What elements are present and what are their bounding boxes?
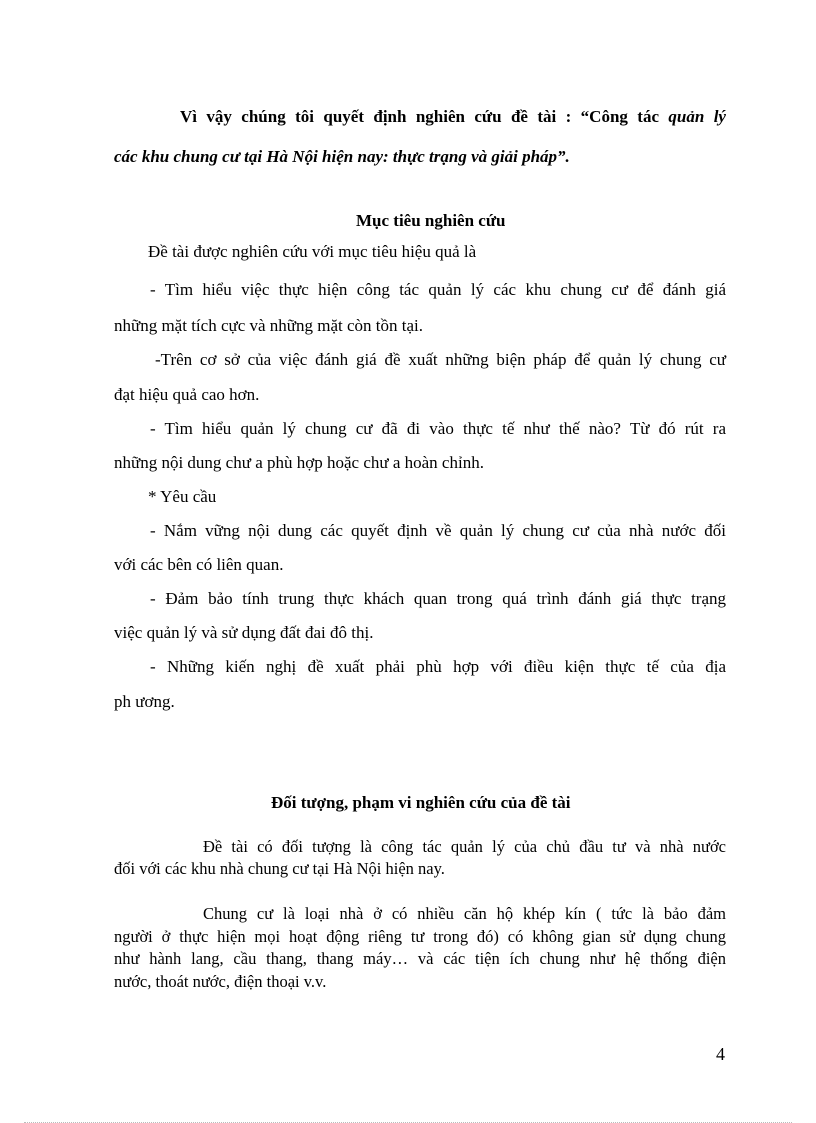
definition-paragraph-line: người ở thực hiện mọi hoạt động riêng tư trong đó) có không gian sử dụng chung (114, 927, 726, 946)
definition-paragraph-line: như hành lang, cầu thang, thang máy… và các tiện ích chung như hệ thống điện (114, 949, 726, 968)
intro-line-1 (180, 106, 726, 128)
requirements-label: * Yêu cầu (148, 487, 217, 506)
requirement-line: với các bên có liên quan. (114, 555, 284, 574)
definition-paragraph-line: nước, thoát nước, điện thoại v.v. (114, 972, 327, 991)
intro-line-2: các khu chung cư tại Hà Nội hiện nay: thực trạng và giải pháp”. (114, 147, 570, 166)
page-number: 4 (716, 1044, 725, 1064)
objective-line: những nội dung chư a phù hợp hoặc chư a hoàn chỉnh. (114, 453, 484, 472)
requirement-line: việc quản lý và sử dụng đất đai đô thị. (114, 623, 374, 642)
scope-paragraph-line: Đề tài có đối tượng là công tác quản lý của chủ đầu tư và nhà nước (203, 837, 726, 856)
intro-lead-italic: quản lý (668, 107, 726, 126)
objective-line: - Tìm hiểu quản lý chung cư đã đi vào thực tế như thế nào? Từ đó rút ra (150, 419, 726, 438)
objective-line: đạt hiệu quả cao hơn. (114, 385, 260, 404)
intro-lead: Vì vậy chúng tôi quyết định nghiên cứu đề tài : “Công tác (180, 107, 669, 126)
objective-line: Đề tài được nghiên cứu với mục tiêu hiệu quả là (148, 242, 477, 261)
requirement-line: ph ương. (114, 692, 175, 711)
requirement-line: - Những kiến nghị đề xuất phải phù hợp với điều kiện thực tế của địa (150, 657, 726, 676)
objective-line: -Trên cơ sở của việc đánh giá đề xuất những biện pháp để quản lý chung cư (155, 350, 726, 369)
section-heading-scope: Đối tượng, phạm vi nghiên cứu của đề tài (271, 793, 571, 812)
objective-line: những mặt tích cực và những mặt còn tồn tại. (114, 316, 424, 335)
section-heading-objectives: Mục tiêu nghiên cứu (356, 211, 506, 230)
requirement-line: - Nắm vững nội dung các quyết định về quản lý chung cư của nhà nước đối (150, 521, 726, 540)
requirement-line: - Đảm bảo tính trung thực khách quan trong quá trình đánh giá thực trạng (150, 589, 726, 608)
objective-line: - Tìm hiểu việc thực hiện công tác quản lý các khu chung cư để đánh giá (150, 280, 726, 299)
definition-paragraph-line: Chung cư là loại nhà ở có nhiều căn hộ khép kín ( tức là bảo đảm (203, 904, 726, 923)
scope-paragraph-line: đối với các khu nhà chung cư tại Hà Nội hiện nay. (114, 859, 445, 878)
